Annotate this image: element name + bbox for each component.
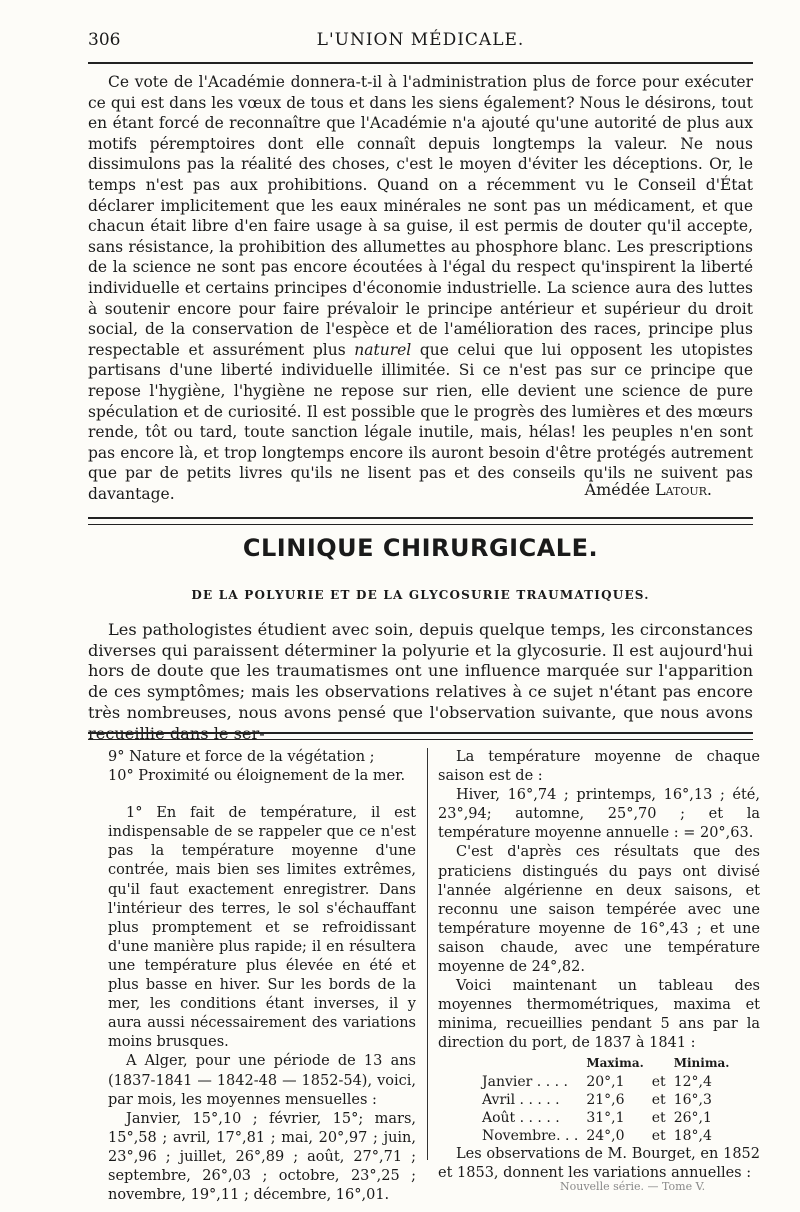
temperature-table	[478, 1054, 733, 1145]
left-column	[108, 748, 416, 1205]
section-divider	[88, 517, 753, 525]
right-column	[438, 748, 760, 1183]
table-row: Août . . . . . 31°,1 et 26°,1	[482, 1109, 712, 1126]
article-signature: Amédée Latour.	[584, 480, 712, 499]
season-averages: Hiver, 16°,74 ; printemps, 16°,13 ; été, 23°,94; automne, 25°,70 ; et la température moyenne annuelle : = 20°,63.	[438, 787, 760, 842]
table-row: Janvier . . . . 20°,1 et 12°,4	[482, 1073, 712, 1090]
table-row: Novembre. . . 24°,0 et 18°,4	[482, 1127, 712, 1144]
section-title: CLINIQUE CHIRURGICALE.	[242, 534, 599, 562]
list-item: 10° Proximité ou éloignement de la mer.	[108, 768, 406, 785]
page-number: 306	[88, 30, 121, 50]
column-separator	[427, 748, 428, 1160]
table-header: Maxima.	[586, 1055, 644, 1070]
table-header: Minima.	[673, 1055, 730, 1070]
left-paragraph: 1° En fait de température, il est indispensable de se rappeler que ce n'est pas la température moyenne d'une contrée, mais bien ses limites extrêmes, qu'il faut exactement enregistrer. Dans l'intérieur des terres, le sol s'échauffant plus promptement et se refroidissant d'une manière plus rapide; il en résultera une température plus élevée en été et plus basse en hiver. Sur les bords de la mer, les conditions étant inverses, il y aura aussi nécessairement des variations moins brusques.	[108, 805, 416, 1051]
journal-title: L'UNION MÉDICALE.	[316, 30, 525, 50]
series-note: Nouvelle série. — Tome V.	[560, 1180, 706, 1193]
table-row: Avril . . . . . 21°,6 et 16°,3	[482, 1091, 712, 1108]
list-item: 9° Nature et force de la végétation ;	[108, 749, 375, 765]
article-paragraph: Ce vote de l'Académie donnera-t-il à l'administration plus de force pour exécuter ce qui est dans les vœux de tous et dans les siens également? Nous le désirons, tout en étant forcé de reconnaître que l'Académie n'a ajouté qu'une autorité de plus aux motifs péremptoires dont elle connaît depuis longtemps la valeur. Ne nous dissimulons pas la réalité des choses, c'est le moyen d'éviter les déceptions. Or, le temps n'est pas aux prohibitions. Quand on a récemment vu le Conseil d'État déclarer implicitement que les eaux minérales ne sont pas un médicament, et que chacun était libre d'en faire usage à sa guise, il est permis de douter qu'il accepte, sans résistance, la prohibition des allumettes au phosphore blanc. Les prescriptions de la science ne sont pas encore écoutées à l'égal du respect qu'inspirent la liberté individuelle et certains principes d'économie industrielle. La science aura des luttes à soutenir encore pour faire prévaloir le principe antérieur et supérieur du droit social, de la conservation de l'espèce et de l'amélioration des races, principe plus respectable et assurément plus naturel que celui que lui opposent les utopistes partisans d'une liberté individuelle illimitée. Si ce n'est pas sur ce principe que repose l'hygiène, l'hygiène ne repose sur rien, elle devient une science de pure spéculation et de curiosité. Il est possible que le progrès des lumières et des mœurs rende, tôt ou tard, toute sanction légale inutile, mais, hélas! les peuples n'en sont pas encore là, et trop longtemps encore ils auront besoin d'être protégés autrement que par de petits livres qu'ils ne lisent pas et des conseils qu'ils ne suivent pas davantage.	[88, 73, 753, 503]
header-rule	[88, 62, 753, 64]
right-paragraph: Les observations de M. Bourget, en 1852 et 1853, donnent les variations annuelles :	[438, 1145, 760, 1181]
right-paragraph: C'est d'après ces résultats que des praticiens distingués du pays ont divisé l'année algérienne en deux saisons, et reconnu une saison tempérée avec une température moyenne de 16°,43 ; et une saison chaude, avec une température moyenne de 24°,82.	[438, 844, 760, 976]
section-subtitle: DE LA POLYURIE ET DE LA GLYCOSURIE TRAUMATIQUES.	[191, 588, 650, 602]
left-paragraph: A Alger, pour une période de 13 ans (1837-1841 — 1842-48 — 1852-54), voici, par mois, les moyennes mensuelles :	[108, 1053, 416, 1108]
table-header-row	[478, 1054, 733, 1073]
right-paragraph: Voici maintenant un tableau des moyennes thermométriques, maxima et minima, recueillies pendant 5 ans par la direction du port, de 1837 à 1841 :	[438, 978, 760, 1052]
right-paragraph: La température moyenne de chaque saison est de :	[438, 749, 760, 785]
running-head	[88, 30, 753, 56]
column-divider-rule	[88, 732, 753, 740]
italic-word: naturel	[354, 340, 412, 359]
article-body	[88, 72, 753, 504]
monthly-averages: Janvier, 15°,10 ; février, 15°; mars, 15°,58 ; avril, 17°,81 ; mai, 20°,97 ; juin, 23°,96 ; juillet, 26°,89 ; août, 27°,71 ; septembre, 26°,03 ; octobre, 23°,25 ; novembre, 19°,11 ; décembre, 16°,01.	[108, 1110, 416, 1204]
section-intro: Les pathologistes étudient avec soin, depuis quelque temps, les circonstances diverses qui paraissent déterminer la polyurie et la glycosurie. Il est aujourd'hui hors de doute que les traumatismes ont une influence marquée sur l'apparition de ces symptômes; mais les observations relatives à ce sujet n'étant pas encore très nombreuses, nous avons pensé que l'observation suivante, que nous avons recueillie dans le ser-	[88, 620, 753, 743]
